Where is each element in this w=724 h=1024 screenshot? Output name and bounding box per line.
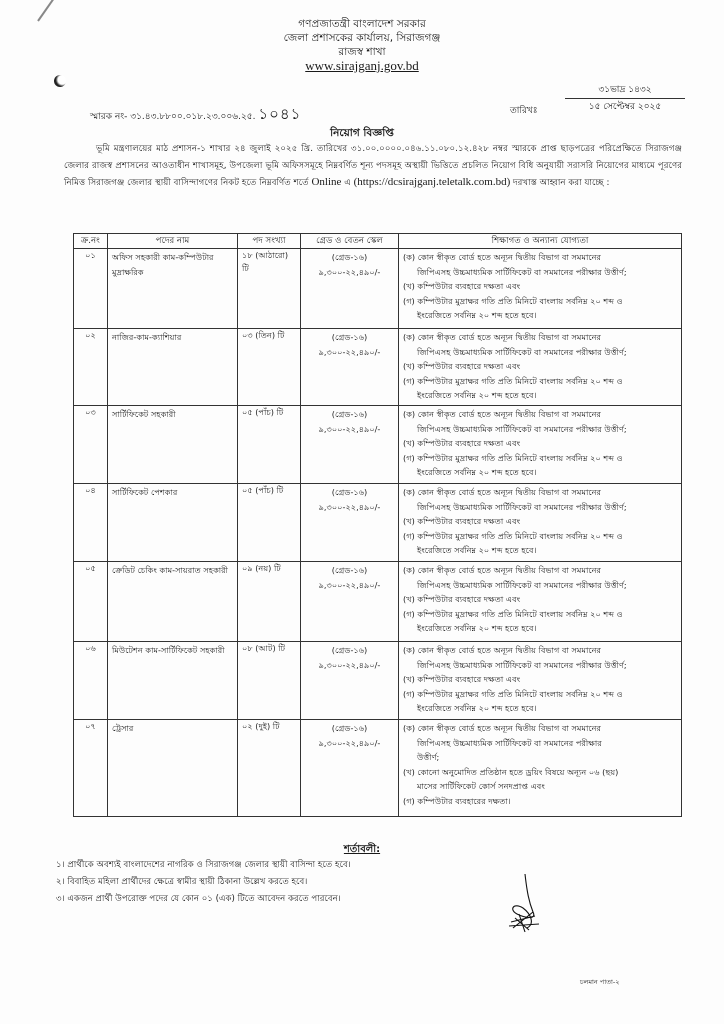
serial-number: ০৪ [85, 485, 96, 495]
serial-number: ০২ [85, 330, 96, 340]
pay-scale: ৯,৩০০-২২,৪৯০/- [318, 659, 381, 670]
cell-serial [74, 562, 108, 642]
grade: (গ্রেড-১৬) [331, 409, 368, 419]
memo-number [90, 103, 301, 128]
cell-grade-scale [301, 406, 399, 484]
cell-post-name [108, 562, 238, 642]
cell-post-name [108, 642, 238, 720]
website-link[interactable]: www.sirajganj.gov.bd [305, 58, 419, 73]
qualification-line: জিপিএসহ উচ্চমাধ্যমিক সার্টিফিকেট বা সমমানের পরীক্ষার উত্তীর্ণ; [417, 659, 627, 670]
bangla-date: ৩১ভাদ্র ১৪৩২ [565, 82, 685, 99]
condition-item: ২। বিবাহিত মহিলা প্রার্থীদের ক্ষেত্রে স্বামীর স্থায়ী ঠিকানা উল্লেখ করতে হবে। [56, 877, 308, 887]
pay-scale: ৯,৩০০-২২,৪৯০/- [318, 579, 381, 590]
memo-handwritten-number: ১০৪১ [258, 107, 302, 123]
post-name: অফিস সহকারী কাম-কম্পিউটার মুদ্রাক্ষরিক [112, 252, 214, 277]
cell-qualifications [399, 642, 682, 720]
qualification-line: (খ) কম্পিউটার ব্যবহারে দক্ষতা এবং [403, 594, 521, 604]
qualification-line: জিপিএসহ উচ্চমাধ্যমিক সার্টিফিকেট বা সমমানের পরীক্ষার উত্তীর্ণ; [417, 501, 627, 512]
cell-serial [74, 249, 108, 329]
qualification-line: (ক) কোন স্বীকৃত বোর্ড হতে অন্যূন দ্বিতীয় বিভাগ বা সমমানের [403, 645, 602, 655]
intro-online: Online [311, 176, 342, 188]
post-name: ট্রেসার [112, 723, 134, 733]
cell-serial [74, 329, 108, 406]
conditions-title: শর্তাবলী: [343, 844, 381, 855]
qualification-line: ইংরেজিতে সর্বনিম্ন ২০ শব্দ হতে হবে। [417, 703, 537, 713]
cell-serial [74, 720, 108, 817]
date-label: তারিখঃ [510, 106, 538, 116]
serial-number: ০৫ [85, 563, 96, 573]
cell-serial [74, 484, 108, 562]
cell-post-name [108, 406, 238, 484]
qualification-line: জিপিএসহ উচ্চমাধ্যমিক সার্টিফিকেট বা সমমানের পরীক্ষার উত্তীর্ণ; [417, 579, 627, 590]
condition-item: ৩। একজন প্রার্থী উপরোক্ত পদের যে কোন ০১ (এক) টিতে আবেদন করতে পারবেন। [56, 894, 341, 904]
vacancy-table [73, 233, 682, 817]
header-post-name: পদের নাম [108, 234, 238, 249]
qualification-line: (গ) কম্পিউটার ব্যবহারের দক্ষতা। [403, 795, 511, 806]
serial-number: ০৩ [85, 407, 96, 417]
branch-name: রাজস্ব শাখা [338, 46, 386, 58]
cell-grade-scale [301, 562, 399, 642]
cell-qualifications [399, 720, 682, 817]
qualification-line: ইংরেজিতে সর্বনিম্ন ২০ শব্দ হতে হবে। [417, 467, 537, 477]
intro-paragraph [64, 141, 682, 192]
cell-qualifications [399, 484, 682, 562]
gov-name: গণপ্রজাতন্ত্রী বাংলাদেশ সরকার [298, 18, 426, 30]
signature [505, 872, 555, 934]
cell-grade-scale [301, 642, 399, 720]
qualification-line: (ক) কোন স্বীকৃত বোর্ড হতে অন্যূন দ্বিতীয় বিভাগ বা সমমানের [403, 332, 602, 342]
table-header-row [74, 234, 682, 249]
qualification-line: (ক) কোন স্বীকৃত বোর্ড হতে অন্যূন দ্বিতীয় বিভাগ বা সমমানের [403, 723, 602, 733]
pay-scale: ৯,৩০০-২২,৪৯০/- [318, 346, 381, 357]
qualification-line: জিপিএসহ উচ্চমাধ্যমিক সার্টিফিকেট বা সমমানের পরীক্ষার [417, 737, 602, 748]
qualification-line: (ক) কোন স্বীকৃত বোর্ড হতে অন্যূন দ্বিতীয় বিভাগ বা সমমানের [403, 252, 602, 262]
cell-post-name [108, 484, 238, 562]
punch-hole [54, 75, 66, 87]
cell-post-count [238, 484, 301, 562]
cell-grade-scale [301, 720, 399, 817]
grade: (গ্রেড-১৬) [331, 565, 368, 575]
post-count: ০৫ (পাঁচ) টি [242, 407, 284, 417]
office-name: জেলা প্রশাসকের কার্যালয়, সিরাজগঞ্জ [283, 32, 441, 44]
grade: (গ্রেড-১৬) [331, 645, 368, 655]
post-name: সার্টিফিকেট সহকারী [112, 409, 176, 419]
qualification-line: (খ) কম্পিউটার ব্যবহারে দক্ষতা এবং [403, 438, 521, 448]
post-count: ০২ (দুই) টি [242, 721, 280, 731]
table-row [74, 249, 682, 329]
table-row [74, 720, 682, 817]
header-grade-scale: গ্রেড ও বেতন স্কেল [301, 234, 399, 249]
table-row [74, 484, 682, 562]
cell-qualifications [399, 406, 682, 484]
cell-qualifications [399, 329, 682, 406]
qualification-line: জিপিএসহ উচ্চমাধ্যমিক সার্টিফিকেট বা সমমানের পরীক্ষার উত্তীর্ণ; [417, 346, 627, 357]
qualification-line: (গ) কম্পিউটার মুদ্রাক্ষর গতি প্রতি মিনিটে বাংলায় সর্বনিম্ন ২০ শব্দ ও [403, 452, 623, 463]
cell-grade-scale [301, 484, 399, 562]
continued-page-note: চলমান পাতা-২ [580, 978, 620, 986]
intro-closing: দরখাস্ত আহ্বান করা যাচ্ছে : [513, 178, 610, 188]
cell-post-count [238, 642, 301, 720]
qualification-line: (ক) কোন স্বীকৃত বোর্ড হতে অন্যূন দ্বিতীয় বিভাগ বা সমমানের [403, 565, 602, 575]
table-row [74, 329, 682, 406]
post-name: সার্টিফিকেট পেশকার [112, 487, 178, 497]
cell-post-count [238, 720, 301, 817]
qualification-line: (খ) কম্পিউটার ব্যবহারে দক্ষতা এবং [403, 516, 521, 526]
intro-text: ভূমি মন্ত্রণালয়ের মাঠ প্রশাসন-১ শাখার ২৪ জুলাই ২০২৫ খ্রি. তারিখের ৩১.০০.০০০০.০৪৬.১১.০৮০.১২.৪২৮ নম্বর স্মারকে প্রাপ্ত ছাড়পত্রের পরিপ্রেক্ষিতে সিরাজগঞ্জ জেলার রাজস্ব প্রশাসনের আওতাধীন শাখাসমূহ, উপজেলা ভূমি অফিসসমূহে নিম্নবর্ণিত শূন্য পদসমূহ অস্থায়ী ভিত্তিতে প্রচলিত নিয়োগ বিধি অনুযায়ী সরাসরি নিয়োগের মাধ্যমে পূরণের নিমিত্ত সিরাজগঞ্জ জেলার স্থায়ী বাসিন্দাগণের নিকট হতে নিম্নবর্ণিত শর্তে [64, 144, 682, 188]
post-count: ০৮ (আট) টি [242, 643, 286, 653]
qualification-line: ইংরেজিতে সর্বনিম্ন ২০ শব্দ হতে হবে। [417, 623, 537, 633]
english-date: ১৫ সেপ্টেম্বর ২০২৫ [588, 102, 662, 112]
qualification-line: জিপিএসহ উচ্চমাধ্যমিক সার্টিফিকেট বা সমমানের পরীক্ষার উত্তীর্ণ; [417, 423, 627, 434]
post-name: ক্রেডিট চেকিং কাম-সায়রাত সহকারী [112, 565, 229, 575]
qualification-line: জিপিএসহ উচ্চমাধ্যমিক সার্টিফিকেট বা সমমানের পরীক্ষার উত্তীর্ণ; [417, 266, 627, 277]
pay-scale: ৯,৩০০-২২,৪৯০/- [318, 423, 381, 434]
header-post-count: পদ সংখ্যা [238, 234, 301, 249]
grade: (গ্রেড-১৬) [331, 723, 368, 733]
qualification-line: মাসের সার্টিফিকেট কোর্স সনদপ্রাপ্ত এবং [417, 781, 545, 791]
cell-serial [74, 406, 108, 484]
header-serial: ক্র.নং [74, 234, 108, 249]
cell-post-count [238, 562, 301, 642]
cell-grade-scale [301, 329, 399, 406]
cell-post-count [238, 329, 301, 406]
qualification-line: ইংরেজিতে সর্বনিম্ন ২০ শব্দ হতে হবে। [417, 390, 537, 400]
qualification-line: (ক) কোন স্বীকৃত বোর্ড হতে অন্যূন দ্বিতীয় বিভাগ বা সমমানের [403, 487, 602, 497]
post-count: ০৫ (পাঁচ) টি [242, 485, 284, 495]
condition-item: ১। প্রার্থীকে অবশ্যই বাংলাদেশের নাগরিক ও সিরাজগঞ্জ জেলার স্থায়ী বাসিন্দা হতে হবে। [56, 860, 351, 870]
application-link[interactable]: (https://dcsirajganj.teletalk.com.bd) [353, 176, 511, 188]
qualification-line: (গ) কম্পিউটার মুদ্রাক্ষর গতি প্রতি মিনিটে বাংলায় সর্বনিম্ন ২০ শব্দ ও [403, 688, 623, 699]
serial-number: ০১ [85, 250, 96, 260]
qualification-line: (গ) কম্পিউটার মুদ্রাক্ষর গতি প্রতি মিনিটে বাংলায় সর্বনিম্ন ২০ শব্দ ও [403, 530, 623, 541]
conditions-list [56, 857, 351, 908]
intro-after-online: এ [344, 178, 351, 188]
qualification-line: ইংরেজিতে সর্বনিম্ন ২০ শব্দ হতে হবে। [417, 310, 537, 320]
qualification-line: (খ) কোনো অনুমোদিত প্রতিষ্ঠান হতে ড্রয়িং বিষয়ে অন্যূন ০৬ (ছয়) [403, 766, 619, 777]
post-name: মিউটেশন কাম-সার্টিফিকেট সহকারী [112, 645, 225, 655]
cell-grade-scale [301, 249, 399, 329]
qualification-line: (খ) কম্পিউটার ব্যবহারে দক্ষতা এবং [403, 361, 521, 371]
date-box [565, 82, 685, 114]
post-count: ১৮ (আঠারো) টি [242, 250, 289, 273]
memo-label: স্মারক নং- ৩১.৪৩.৮৮০০.০১৮.২৩.০০৬.২৫. [90, 112, 256, 122]
pay-scale: ৯,৩০০-২২,৪৯০/- [318, 737, 381, 748]
pay-scale: ৯,৩০০-২২,৪৯০/- [318, 501, 381, 512]
cell-qualifications [399, 249, 682, 329]
grade: (গ্রেড-১৬) [331, 252, 368, 262]
cell-post-count [238, 406, 301, 484]
post-name: নাজির-কাম-ক্যাশিয়ার [112, 332, 182, 342]
qualification-line: (গ) কম্পিউটার মুদ্রাক্ষর গতি প্রতি মিনিটে বাংলায় সর্বনিম্ন ২০ শব্দ ও [403, 295, 623, 306]
qualification-line: উত্তীর্ণ; [417, 752, 440, 762]
notice-title: নিয়োগ বিজ্ঞপ্তি [330, 127, 394, 139]
qualification-line: (খ) কম্পিউটার ব্যবহারে দক্ষতা এবং [403, 674, 521, 684]
cell-serial [74, 642, 108, 720]
serial-number: ০৬ [85, 643, 96, 653]
post-count: ০৯ (নয়) টি [242, 563, 281, 573]
table-row [74, 562, 682, 642]
grade: (গ্রেড-১৬) [331, 487, 368, 497]
cell-qualifications [399, 562, 682, 642]
cell-post-count [238, 249, 301, 329]
table-row [74, 642, 682, 720]
qualification-line: (গ) কম্পিউটার মুদ্রাক্ষর গতি প্রতি মিনিটে বাংলায় সর্বনিম্ন ২০ শব্দ ও [403, 375, 623, 386]
grade: (গ্রেড-১৬) [331, 332, 368, 342]
cell-post-name [108, 329, 238, 406]
pay-scale: ৯,৩০০-২২,৪৯০/- [318, 266, 381, 277]
table-row [74, 406, 682, 484]
qualification-line: (গ) কম্পিউটার মুদ্রাক্ষর গতি প্রতি মিনিটে বাংলায় সর্বনিম্ন ২০ শব্দ ও [403, 608, 623, 619]
qualification-line: ইংরেজিতে সর্বনিম্ন ২০ শব্দ হতে হবে। [417, 545, 537, 555]
cell-post-name [108, 249, 238, 329]
serial-number: ০৭ [85, 721, 96, 731]
qualification-line: (ক) কোন স্বীকৃত বোর্ড হতে অন্যূন দ্বিতীয় বিভাগ বা সমমানের [403, 409, 602, 419]
post-count: ০৩ (তিন) টি [242, 330, 285, 340]
header-qualifications: শিক্ষাগত ও অন্যান্য যোগ্যতা [399, 234, 682, 249]
qualification-line: (খ) কম্পিউটার ব্যবহারে দক্ষতা এবং [403, 281, 521, 291]
cell-post-name [108, 720, 238, 817]
